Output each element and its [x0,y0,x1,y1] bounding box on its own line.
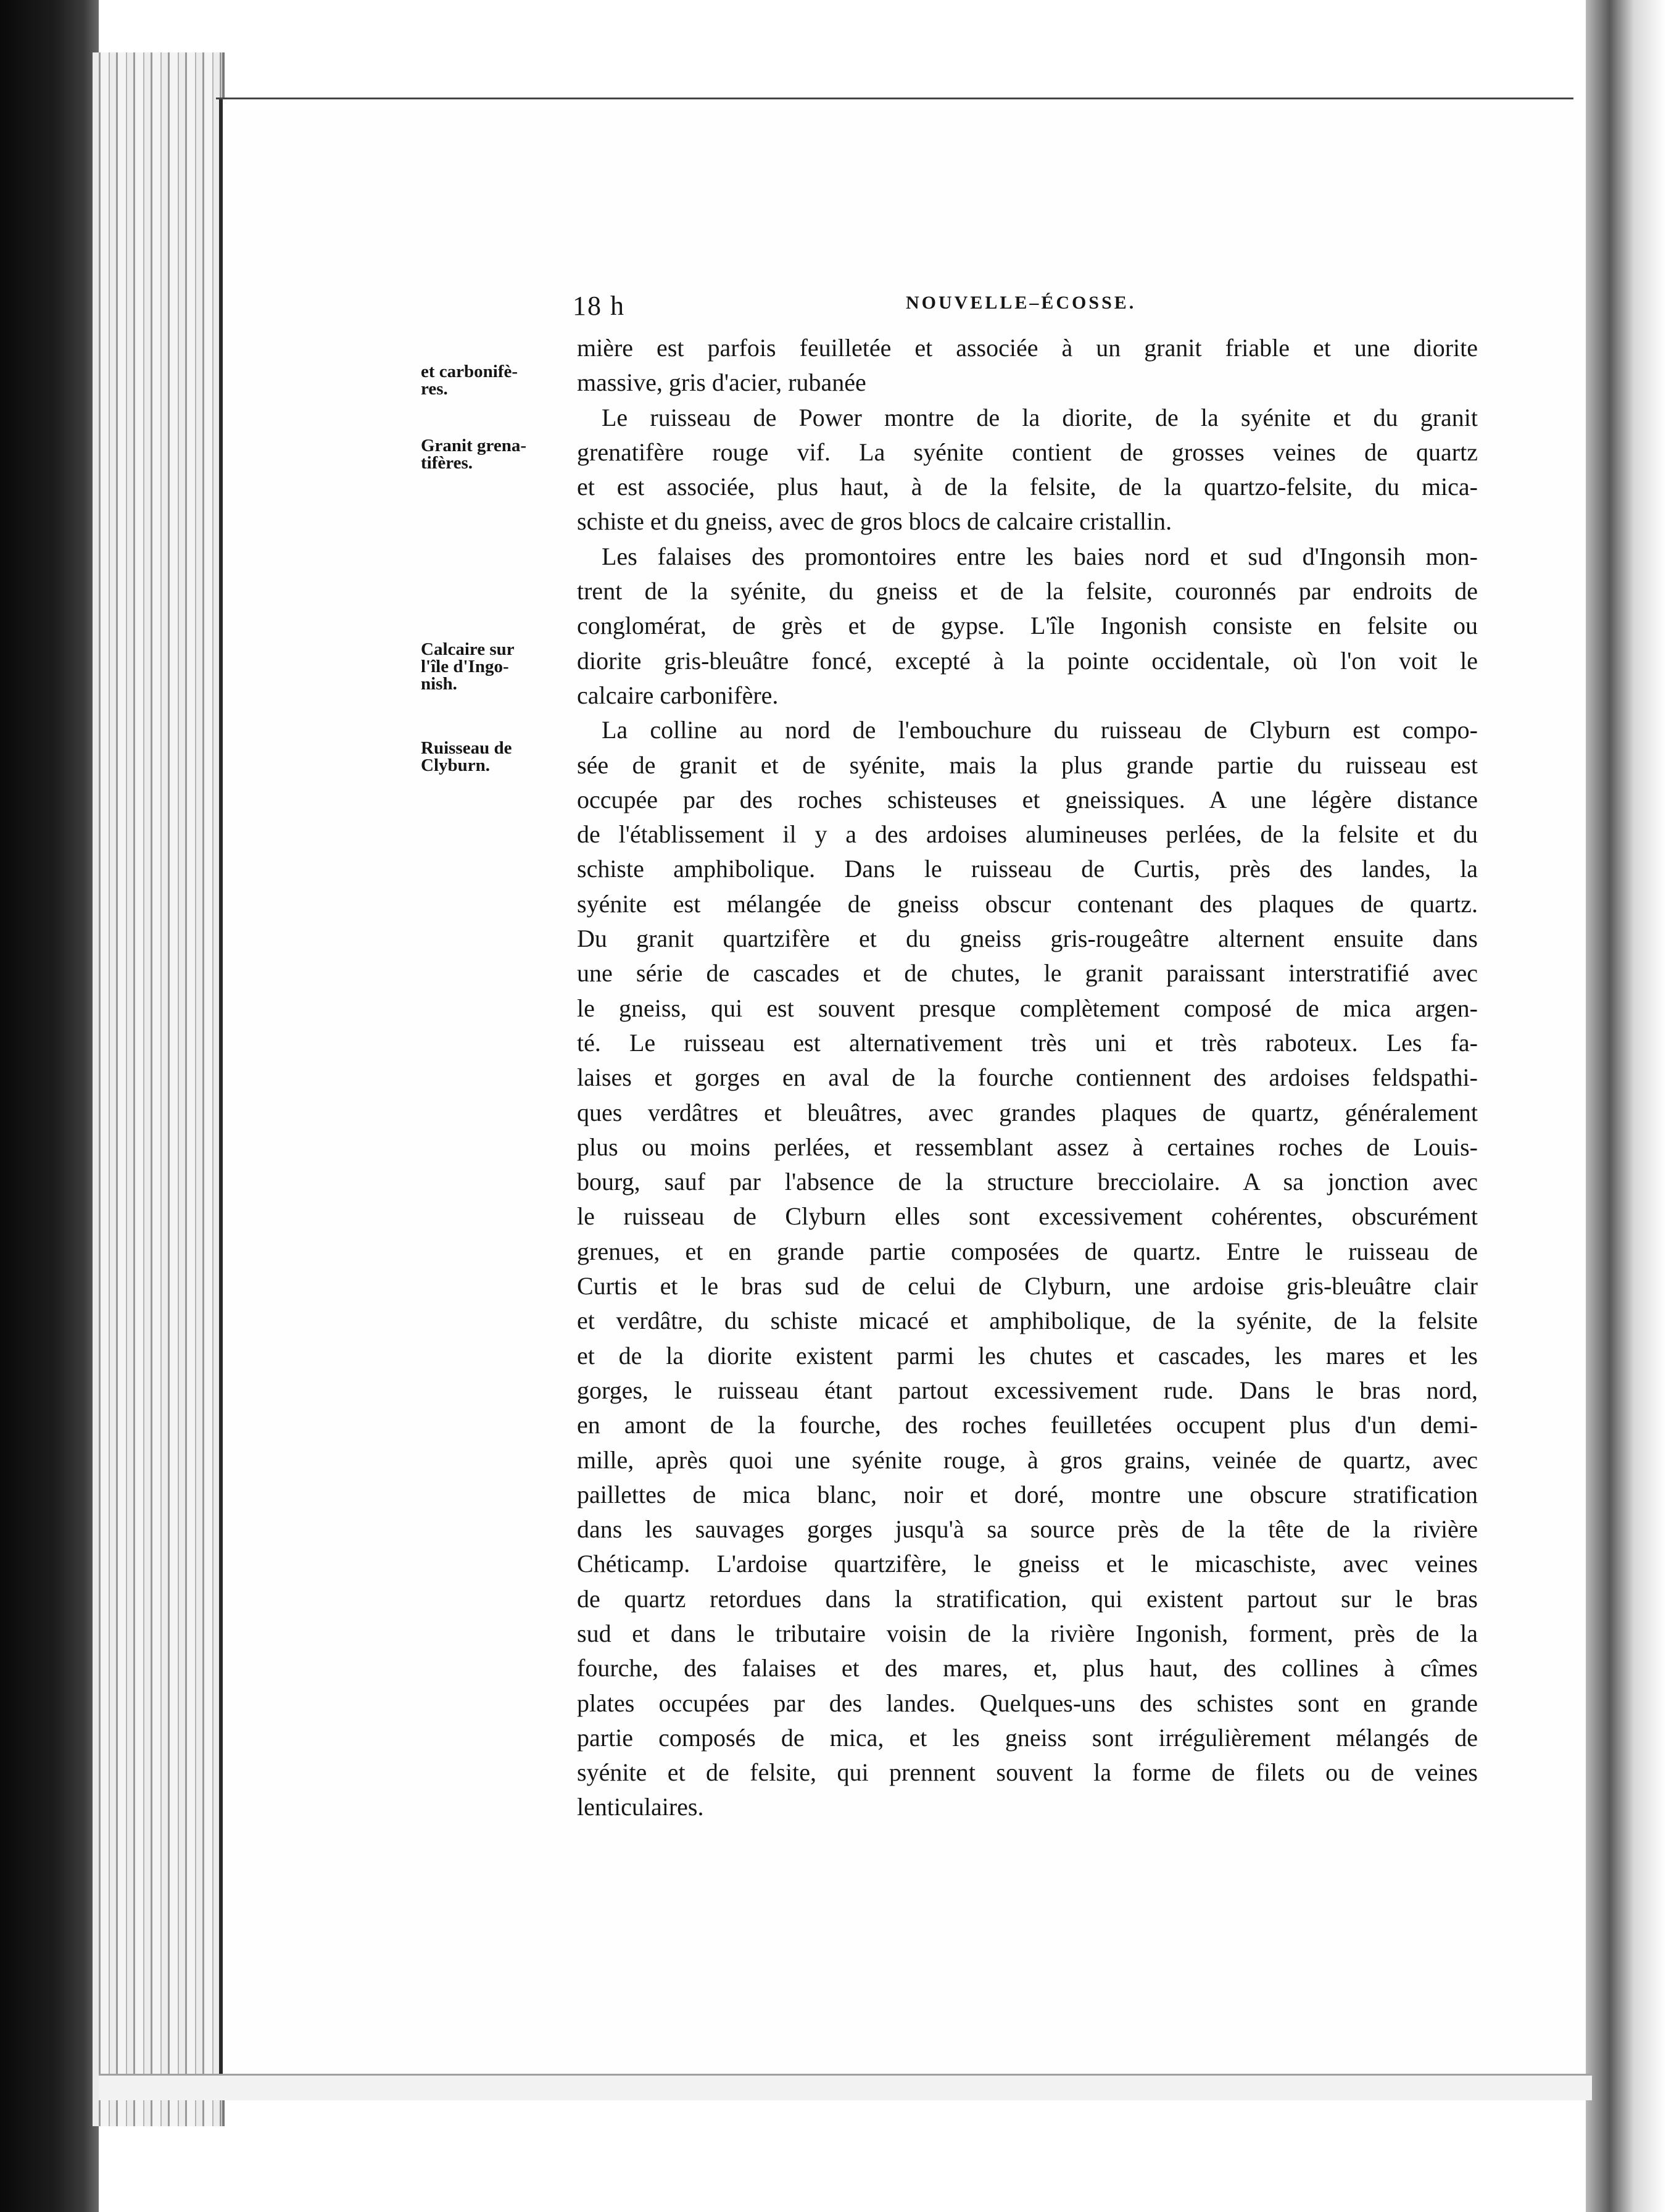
margin-note [421,437,563,472]
text-line: en amont de la fourche, des roches feuilletées occupent plus d'un demi- [577,1411,1478,1439]
margin-note-line: Clyburn. [421,755,491,775]
page-bottom-edge [99,2074,1592,2100]
margin-note-line: l'île d'Ingo- [421,657,509,676]
text-line: une série de cascades et de chutes, le granit paraissant interstratifié avec [577,959,1478,988]
margin-note [421,739,563,774]
text-line: conglomérat, de grès et de gypse. L'île Ingonish consiste en felsite ou [577,612,1478,640]
text-line: de quartz retordues dans la stratification, qui existent partout sur le bras [577,1584,1478,1613]
text-line: bourg, sauf par l'absence de la structure brecciolaire. A sa jonction avec [577,1168,1478,1196]
text-line: Les falaises des promontoires entre les baies nord et sud d'Ingonsih mon- [602,542,1478,570]
text-line: grenues, et en grande partie composées de quartz. Entre le ruisseau de [577,1237,1478,1265]
text-line: fourche, des falaises et des mares, et, plus haut, des collines à cîmes [577,1654,1478,1682]
text-line: occupée par des roches schisteuses et gneissiques. A une légère distance [577,785,1478,813]
text-line: ques verdâtres et bleuâtres, avec grandes plaques de quartz, généralement [577,1098,1478,1126]
text-line: dans les sauvages gorges jusqu'à sa source près de la tête de la rivière [577,1515,1478,1544]
text-line: schiste amphibolique. Dans le ruisseau de Curtis, près des landes, la [577,855,1478,883]
text-line: laises et gorges en aval de la fourche contiennent des ardoises feldspathi- [577,1063,1478,1092]
text-line: plus ou moins perlées, et ressemblant assez à certaines roches de Louis- [577,1133,1478,1161]
text-line: plates occupées par des landes. Quelques-uns des schistes sont en grande [577,1689,1478,1717]
text-line: mille, après quoi une syénite rouge, à gros grains, veinée de quartz, avec [577,1445,1478,1474]
margin-note [421,363,563,397]
text-line: Curtis et le bras sud de celui de Clyburn, une ardoise gris-bleuâtre clair [577,1272,1478,1300]
text-line: gorges, le ruisseau étant partout excessivement rude. Dans le bras nord, [577,1376,1478,1404]
margin-note [421,641,563,692]
text-line: La colline au nord de l'embouchure du ruisseau de Clyburn est compo- [602,716,1478,744]
text-line: schiste et du gneiss, avec de gros blocs de calcaire cristallin. [577,507,1172,536]
text-line: Le ruisseau de Power montre de la diorite, de la syénite et du granit [602,403,1478,431]
margin-note-line: et carbonifè- [421,362,518,381]
margin-note-line: Calcaire sur [421,639,515,659]
scan-right-shadow [1586,0,1666,2212]
text-line: et verdâtre, du schiste micacé et amphibolique, de la syénite, de la felsite [577,1307,1478,1335]
text-line: grenatifère rouge vif. La syénite contient de grosses veines de quartz [577,438,1478,466]
text-line: sée de granit et de syénite, mais la plus grande partie du ruisseau est [577,750,1478,779]
scan-left-shadow [0,0,99,2212]
text-line: le ruisseau de Clyburn elles sont excessivement cohérentes, obscurément [577,1202,1478,1231]
text-line: diorite gris-bleuâtre foncé, excepté à la pointe occidentale, où l'on voit le [577,646,1478,675]
body-text [577,331,1478,1825]
text-line: et de la diorite existent parmi les chutes et cascades, les mares et les [577,1341,1478,1370]
text-line: trent de la syénite, du gneiss et de la felsite, couronnés par endroits de [577,577,1478,605]
margin-note-line: Granit grena- [421,436,527,455]
margin-note-line: tifères. [421,453,473,473]
text-line: paillettes de mica blanc, noir et doré, montre une obscure stratification [577,1480,1478,1508]
text-line: Du granit quartzifère et du gneiss gris-rougeâtre alternent ensuite dans [577,925,1478,953]
text-line: partie composés de mica, et les gneiss sont irrégulièrement mélangés de [577,1723,1478,1752]
page-top-edge [216,98,1573,99]
margin-note-line: res. [421,379,448,399]
stacked-page-edges [93,52,225,2126]
text-line: syénite est mélangée de gneiss obscur contenant des plaques de quartz. [577,889,1478,918]
running-title: NOUVELLE–ÉCOSSE. [906,293,1137,313]
text-line: mière est parfois feuilletée et associée à un granit friable et une diorite [577,334,1478,362]
text-line: sud et dans le tributaire voisin de la rivière Ingonish, forment, près de la [577,1619,1478,1647]
text-line: Chéticamp. L'ardoise quartzifère, le gneiss et le micaschiste, avec veines [577,1550,1478,1578]
page-number: 18 h [573,291,625,321]
text-line: lenticulaires. [577,1793,704,1821]
text-line: calcaire carbonifère. [577,681,779,709]
margin-note-line: Ruisseau de [421,738,512,758]
text-line: massive, gris d'acier, rubanée [577,368,866,397]
text-line: té. Le ruisseau est alternativement très uni et très raboteux. Les fa- [577,1028,1478,1057]
text-line: de l'établissement il y a des ardoises alumineuses perlées, de la felsite et du [577,820,1478,849]
text-line: le gneiss, qui est souvent presque complètement composé de mica argen- [577,994,1478,1022]
text-line: et est associée, plus haut, à de la felsite, de la quartzo-felsite, du mica- [577,473,1478,501]
text-line: syénite et de felsite, qui prennent souvent la forme de filets ou de veines [577,1758,1478,1787]
margin-note-line: nish. [421,674,457,694]
